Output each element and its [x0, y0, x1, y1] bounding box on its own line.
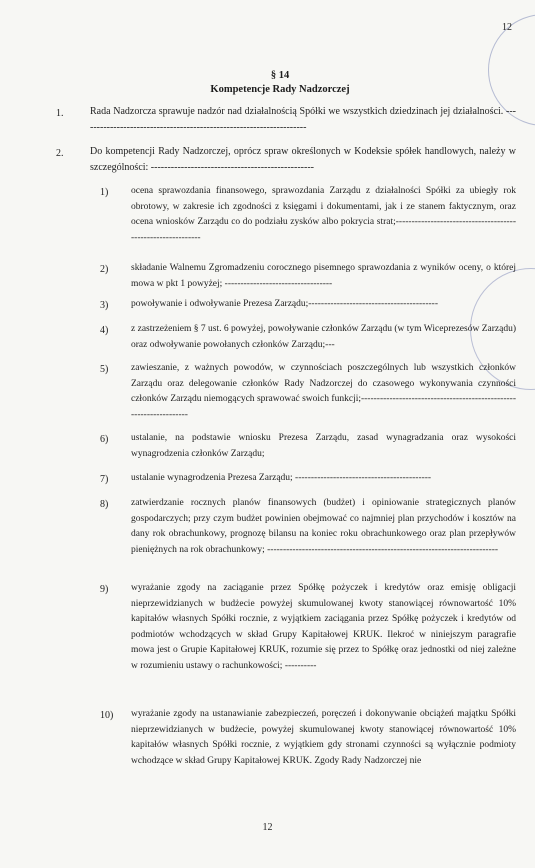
point-text: z zastrzeżeniem § 7 ust. 6 powyżej, powoływanie członków Zarządu (w tym Wiceprezesów Zarządu) oraz odwoływanie powołanych członków Zarządu;---	[131, 324, 516, 350]
point-text: ocena sprawozdania finansowego, sprawozdania Zarządu z działalności Spółki za ubiegły rok obrotowy, w zakresie ich zgodności z księgami i dokumentami, jak i ze stanem faktycznym, oraz ocena wniosków Zarządu co do podziału zysków albo pokrycia strat;------------------------------------------------------------	[131, 186, 516, 243]
point-number: 1)	[100, 187, 109, 198]
point-number: 8)	[100, 499, 109, 510]
point-number: 9)	[100, 584, 109, 595]
point-text: wyrażanie zgody na ustanawianie zabezpieczeń, poręczeń i dokonywanie obciążeń majątku Spółki nieprzewidzianych w budżecie, powyżej skumulowanej kwoty stanowiącej równowartość 10% kapitałów własnych Spółki rocznie, z wyjątkiem gdy stronami czynności są wyłącznie podmioty wchodzące w skład Grupy Kapitałowej KRUK. Zgody Rady Nadzorczej nie	[131, 709, 516, 766]
paragraph-text: Do kompetencji Rady Nadzorczej, oprócz spraw określonych w Kodeksie spółek handlowych, należy w szczególności: -------------------------------------------------	[90, 146, 516, 173]
page-number-top: 12	[502, 22, 512, 33]
point-number: 6)	[100, 434, 109, 445]
point-text: składanie Walnemu Zgromadzeniu corocznego pisemnego sprawozdania z wyników oceny, o której mowa w pkt 1 powyżej; ----------------------------------	[131, 263, 516, 289]
point-number: 5)	[100, 364, 109, 375]
point-number: 3)	[100, 300, 109, 311]
paragraph-text: Rada Nadzorcza sprawuje nadzór nad działalnością Spółki we wszystkich dziedzinach jej działalności. --------------------------------------------------------------------	[90, 106, 516, 133]
point-text: ustalanie wynagrodzenia Prezesa Zarządu; -------------------------------------------	[131, 473, 432, 483]
point-number: 4)	[100, 325, 109, 336]
paragraph-number: 1.	[56, 108, 64, 119]
point-text: wyrażanie zgody na zaciąganie przez Spółkę pożyczek i kredytów oraz emisję obligacji nieprzewidzianych w budżecie powyżej skumulowanej kwoty stanowiącej równowartość 10% kapitałów własnych Spółki rocznie, z wyjątkiem zaciągania przez Spółkę pożyczek i kredytów od podmiotów wchodzących w skład Grupy Kapitałowej KRUK. Ilekroć w niniejszym paragrafie mowa jest o Grupie Kapitałowej KRUK, rozumie się przez to Spółkę oraz jednostki od niej zależne w rozumieniu ustawy o rachunkowości; ----------	[131, 583, 516, 671]
page-number-bottom: 12	[262, 822, 273, 833]
point-text: zawieszanie, z ważnych powodów, w czynnościach poszczególnych lub wszystkich członków Zarządu oraz delegowanie członków Rady Nadzorczej do czasowego wykonywania czynności członków Zarządu niemogących sprawować swoich funkcji;-------------------------------------------------------------------	[131, 363, 516, 420]
point-number: 10)	[100, 710, 114, 721]
paragraph-number: 2.	[56, 148, 64, 159]
point-text: zatwierdzanie rocznych planów finansowych (budżet) i opiniowanie strategicznych planów gospodarczych; przy czym budżet powinien obejmować co najmniej plan przychodów i kosztów na dany rok obrachunkowy, prognozę bilansu na koniec roku obrachunkowego oraz plan przepływów pieniężnych na rok obrachunkowy; -------------------------------------------------------------------------	[131, 498, 516, 555]
point-text: ustalanie, na podstawie wniosku Prezesa Zarządu, zasad wynagradzania oraz wysokości wynagrodzenia członków Zarządu;	[131, 433, 516, 459]
point-text: powoływanie i odwoływanie Prezesa Zarządu;-----------------------------------------	[131, 299, 438, 309]
section-title: Kompetencje Rady Nadzorczej	[210, 84, 350, 95]
point-number: 2)	[100, 264, 109, 275]
point-number: 7)	[100, 474, 109, 485]
section-number: § 14	[270, 70, 290, 81]
